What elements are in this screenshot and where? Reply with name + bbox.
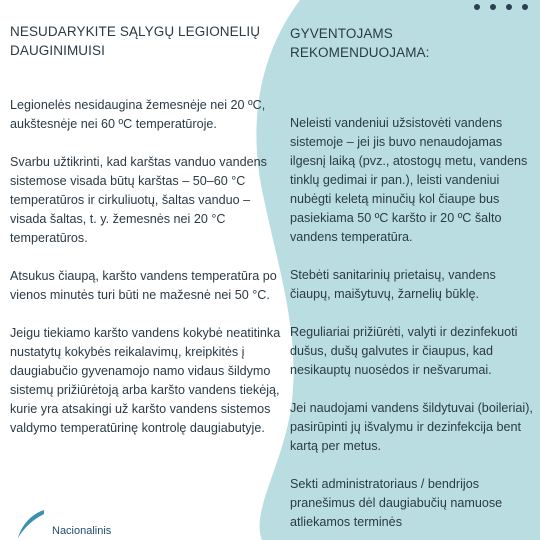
left-heading: NESUDARYKITE SĄLYGŲ LEGIONELIŲ DAUGINIMUISI xyxy=(10,24,261,58)
logo-swoosh-icon xyxy=(14,508,48,540)
right-paragraph-4: Jei naudojami vandens šildytuvai (boileriai), pasirūpinti jų išvalymu ir dezinfekcija bent kartą per metus. xyxy=(290,401,533,453)
right-column xyxy=(290,24,535,532)
right-heading: GYVENTOJAMS REKOMENDUOJAMA: xyxy=(290,26,430,60)
right-paragraph-1: Neleisti vandeniui užsistovėti vandens sistemoje – jei jis buvo nenaudojamas ilgesnį laiką (pvz., atostogų metu, vandens tinklų gedimai ir pan.), leisti vandeniui nubėgti keletą minučių kol čiaupe bus pasiekiama 50 ºC karšto ir 20 ºC šalto vandens temperatūra. xyxy=(290,116,528,244)
left-paragraph-4: Jeigu tiekiamo karšto vandens kokybė neatitinka nustatytų kokybės reikalavimų, kreipkitės į daugiabučio gyvenamojo namo vidaus šildymo sistemų prižiūrėtoją arba karšto vandens tiekėją, kurie yra atsakingi už karšto vandens sistemos valdymo temperatūrinę kontrolę daugiabutyje. xyxy=(10,326,281,435)
left-paragraph-2: Svarbu užtikrinti, kad karštas vanduo vandens sistemose visada būtų karštas – 50–60 °C temperatūros ir cirkuliuotų, šaltas vanduo – visada šaltas, t. y. žemesnės nei 20 °C temperatūros. xyxy=(10,155,267,245)
logo-text: Nacionalinis xyxy=(52,525,112,537)
left-paragraph-3: Atsukus čiaupą, karšto vandens temperatūra po vienos minutės turi būti ne mažesnė nei 50 °C. xyxy=(10,269,277,302)
right-paragraph-3: Reguliariai prižiūrėti, valyti ir dezinfekuoti dušus, dušų galvutes ir čiaupus, kad nesikauptų nuosėdos ir nešvarumai. xyxy=(290,325,518,377)
right-paragraph-5: Sekti administratoriaus / bendrijos pranešimus dėl daugiabučių namuose atliekamos terminės xyxy=(290,477,503,529)
left-paragraph-1: Legionelės nesidaugina žemesnėje nei 20 ºC, aukštesnėje nei 60 ºC temperatūroje. xyxy=(10,98,266,131)
decorative-dots xyxy=(474,4,528,10)
right-paragraph-2: Stebėti sanitarinių prietaisų, vandens čiaupų, maišytuvų, žarnelių būklę. xyxy=(290,268,496,301)
left-column xyxy=(10,22,282,438)
